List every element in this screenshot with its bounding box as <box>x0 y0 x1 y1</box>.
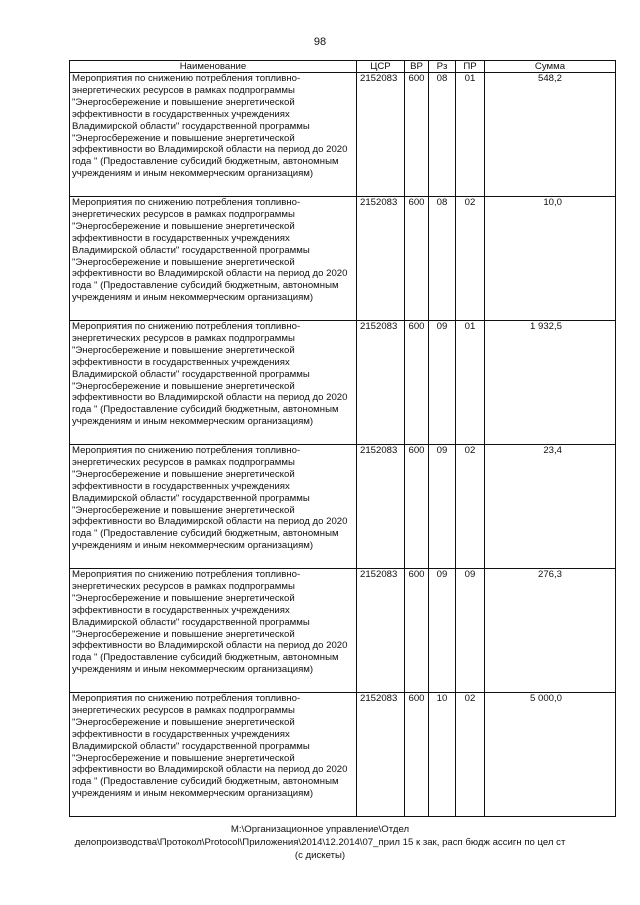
row-rz: 08 <box>429 73 456 197</box>
header-amount: Сумма <box>485 61 616 73</box>
table-row <box>70 73 616 197</box>
row-pr: 02 <box>456 445 485 569</box>
row-vr: 600 <box>405 73 429 197</box>
table-row <box>70 321 616 445</box>
row-rz: 10 <box>429 693 456 817</box>
row-vr: 600 <box>405 693 429 817</box>
row-csr: 2152083 <box>357 569 405 693</box>
footer-line-3: (с дискеты) <box>294 850 346 861</box>
header-csr: ЦСР <box>357 61 405 73</box>
row-csr: 2152083 <box>357 73 405 197</box>
row-vr: 600 <box>405 445 429 569</box>
table-header-row <box>70 61 616 73</box>
row-name: Мероприятия по снижению потребления топливно-энергетических ресурсов в рамках подпрограммы "Энергосбережение и повышение энергетической эффективности в государственных учреждениях Владимирской области" государственной программы "Энергосбережение и повышение энергетической эффективности во Владимирской области на период до 2020 года " (Предоставление субсидий бюджетным, автономным учреждениям и иным некоммерческим организациям) <box>70 445 357 569</box>
table-row <box>70 569 616 693</box>
row-vr: 600 <box>405 569 429 693</box>
row-pr: 01 <box>456 321 485 445</box>
row-amount: 1 932,5 <box>485 321 616 445</box>
row-csr: 2152083 <box>357 197 405 321</box>
row-vr: 600 <box>405 321 429 445</box>
row-csr: 2152083 <box>357 321 405 445</box>
table-row <box>70 445 616 569</box>
page-number: 98 <box>313 36 327 48</box>
row-pr: 01 <box>456 73 485 197</box>
row-name: Мероприятия по снижению потребления топливно-энергетических ресурсов в рамках подпрограммы "Энергосбережение и повышение энергетической эффективности в государственных учреждениях Владимирской области" государственной программы "Энергосбережение и повышение энергетической эффективности во Владимирской области на период до 2020 года " (Предоставление субсидий бюджетным, автономным учреждениям и иным некоммерческим организациям) <box>70 569 357 693</box>
row-amount: 10,0 <box>485 197 616 321</box>
row-rz: 09 <box>429 445 456 569</box>
header-name: Наименование <box>70 61 357 73</box>
row-rz: 09 <box>429 321 456 445</box>
row-amount: 23,4 <box>485 445 616 569</box>
table-row <box>70 693 616 817</box>
file-path-footer <box>0 823 640 862</box>
footer-line-1: M:\Организационное управление\Отдел <box>230 824 410 835</box>
footer-line-2: делопроизводства\Протокол\Protocol\Приложения\2014\12.2014\07_прил 15 к зак, расп бюдж ассигн по цел ст <box>74 837 566 848</box>
header-vr: ВР <box>405 61 429 73</box>
row-amount: 548,2 <box>485 73 616 197</box>
row-pr: 02 <box>456 197 485 321</box>
row-name: Мероприятия по снижению потребления топливно-энергетических ресурсов в рамках подпрограммы "Энергосбережение и повышение энергетической эффективности в государственных учреждениях Владимирской области" государственной программы "Энергосбережение и повышение энергетической эффективности во Владимирской области на период до 2020 года " (Предоставление субсидий бюджетным, автономным учреждениям и иным некоммерческим организациям) <box>70 197 357 321</box>
row-rz: 09 <box>429 569 456 693</box>
row-name: Мероприятия по снижению потребления топливно-энергетических ресурсов в рамках подпрограммы "Энергосбережение и повышение энергетической эффективности в государственных учреждениях Владимирской области" государственной программы "Энергосбережение и повышение энергетической эффективности во Владимирской области на период до 2020 года " (Предоставление субсидий бюджетным, автономным учреждениям и иным некоммерческим организациям) <box>70 73 357 197</box>
row-pr: 09 <box>456 569 485 693</box>
row-vr: 600 <box>405 197 429 321</box>
row-csr: 2152083 <box>357 693 405 817</box>
row-pr: 02 <box>456 693 485 817</box>
row-name: Мероприятия по снижению потребления топливно-энергетических ресурсов в рамках подпрограммы "Энергосбережение и повышение энергетической эффективности в государственных учреждениях Владимирской области" государственной программы "Энергосбережение и повышение энергетической эффективности во Владимирской области на период до 2020 года " (Предоставление субсидий бюджетным, автономным учреждениям и иным некоммерческим организациям) <box>70 321 357 445</box>
row-amount: 276,3 <box>485 569 616 693</box>
header-rz: Рз <box>429 61 456 73</box>
row-name: Мероприятия по снижению потребления топливно-энергетических ресурсов в рамках подпрограммы "Энергосбережение и повышение энергетической эффективности в государственных учреждениях Владимирской области" государственной программы "Энергосбережение и повышение энергетической эффективности во Владимирской области на период до 2020 года " (Предоставление субсидий бюджетным, автономным учреждениям и иным некоммерческим организациям) <box>70 693 357 817</box>
row-csr: 2152083 <box>357 445 405 569</box>
budget-table <box>69 60 616 817</box>
table-row <box>70 197 616 321</box>
row-rz: 08 <box>429 197 456 321</box>
row-amount: 5 000,0 <box>485 693 616 817</box>
header-pr: ПР <box>456 61 485 73</box>
